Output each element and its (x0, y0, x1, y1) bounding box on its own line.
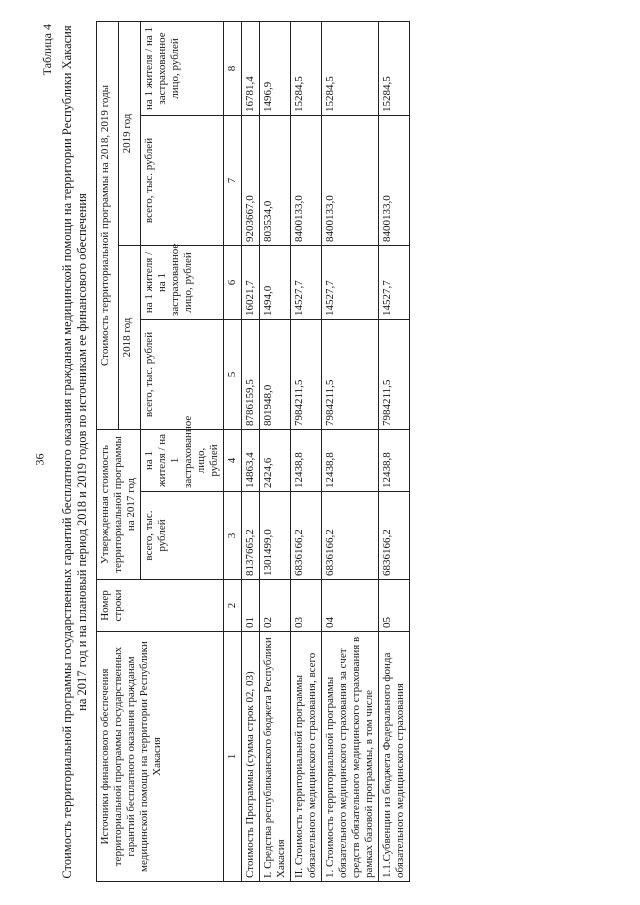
cell-per-capita-2019: 1496,9 (260, 21, 291, 115)
cell-total-2019: 8400133,0 (322, 115, 379, 245)
cell-total-2019: 9203667,0 (242, 115, 260, 245)
table-row (260, 21, 291, 881)
table-label: Таблица 4 (40, 24, 54, 76)
column-number: 5 (224, 319, 242, 429)
row-number: 04 (322, 580, 379, 632)
row-name: 1. Стоимость территориальной программы обязательного медицинского страхования за счет средств обязательного медицинского страхования в рамках базовой программы, в том числе (322, 632, 379, 882)
row-number: 05 (379, 580, 410, 632)
cell-per-capita-2018: 14527,7 (291, 245, 322, 319)
cell-per-capita-2019: 15284,5 (291, 21, 322, 115)
cell-total-2019: 803534,0 (260, 115, 291, 245)
column-number: 6 (224, 245, 242, 319)
cell-per-capita-2019: 15284,5 (322, 21, 379, 115)
header-per-capita-2017: на 1 жителя / на 1 застрахованное лицо, рублей (141, 429, 224, 491)
cell-total-2019: 8400133,0 (291, 115, 322, 245)
cell-per-capita-2017: 12438,8 (322, 429, 379, 491)
header-total-2017: всего, тыс. рублей (141, 492, 224, 580)
cell-per-capita-2018: 16021,7 (242, 245, 260, 319)
row-number: 03 (291, 580, 322, 632)
header-planned: Стоимость территориальной программы на 2018, 2019 годы (97, 21, 119, 429)
header-source: Источники финансового обеспечения территориальной программы государственных гарантий бесплатного оказания гражданам медицинской помощи на территории Республики Хакасия (97, 632, 224, 882)
cell-total-2018: 8786159,5 (242, 319, 260, 429)
cell-total-2017: 6836166,2 (379, 492, 410, 580)
header-year-2018: 2018 год (119, 245, 141, 429)
cell-per-capita-2017: 14863,4 (242, 429, 260, 491)
cell-per-capita-2017: 12438,8 (379, 429, 410, 491)
row-name: I. Средства республиканского бюджета Республики Хакасия (260, 632, 291, 882)
cell-per-capita-2018: 14527,7 (379, 245, 410, 319)
cell-total-2018: 801948,0 (260, 319, 291, 429)
row-name: Стоимость Программы (сумма строк 02, 03) (242, 632, 260, 882)
table-row (379, 21, 410, 881)
cell-total-2018: 7984211,5 (379, 319, 410, 429)
header-total-2018: всего, тыс. рублей (141, 319, 224, 429)
table-row (322, 21, 379, 881)
column-number: 8 (224, 21, 242, 115)
table-row (291, 21, 322, 881)
row-name: II. Стоимость территориальной программы обязательного медицинского страхования, всего (291, 632, 322, 882)
cell-total-2017: 8137665,2 (242, 492, 260, 580)
column-number-row (224, 21, 242, 881)
cell-per-capita-2018: 1494,0 (260, 245, 291, 319)
cost-table (96, 21, 410, 882)
row-number: 02 (260, 580, 291, 632)
column-number: 3 (224, 492, 242, 580)
header-per-capita-2018: на 1 жителя / на 1 застрахованное лицо, рублей (141, 245, 224, 319)
header-total-2019: всего, тыс. рублей (141, 115, 224, 245)
header-row-number: Номер строки (97, 580, 224, 632)
cell-per-capita-2018: 14527,7 (322, 245, 379, 319)
cell-per-capita-2019: 16781,4 (242, 21, 260, 115)
column-number: 2 (224, 580, 242, 632)
cell-per-capita-2019: 15284,5 (379, 21, 410, 115)
cell-total-2018: 7984211,5 (291, 319, 322, 429)
cell-total-2017: 6836166,2 (291, 492, 322, 580)
header-year-2019: 2019 год (119, 21, 141, 245)
column-number: 7 (224, 115, 242, 245)
cell-per-capita-2017: 2424,6 (260, 429, 291, 491)
page-number: 36 (32, 453, 47, 466)
cell-total-2017: 6836166,2 (322, 492, 379, 580)
column-number: 4 (224, 429, 242, 491)
cell-total-2019: 8400133,0 (379, 115, 410, 245)
row-number: 01 (242, 580, 260, 632)
row-name: 1.1.Субвенции из бюджета Федерального фонда обязательного медицинского страхования (379, 632, 410, 882)
column-number: 1 (224, 632, 242, 882)
header-approved-2017: Утвержденная стоимость территориальной программы на 2017 год (97, 429, 141, 579)
cell-total-2017: 1301499,0 (260, 492, 291, 580)
header-per-capita-2019: на 1 жителя / на 1 застрахованное лицо, рублей (141, 21, 224, 115)
table-title: Стоимость территориальной программы государственных гарантий бесплатного оказания гражданам медицинской помощи на территории Республики Хакасия на 2017 год и на плановый период 2018 и 2019 годов по источникам ее финансового обеспечения (60, 25, 89, 879)
table-row (242, 21, 260, 881)
cell-per-capita-2017: 12438,8 (291, 429, 322, 491)
cell-total-2018: 7984211,5 (322, 319, 379, 429)
rotated-page-content (40, 22, 600, 882)
